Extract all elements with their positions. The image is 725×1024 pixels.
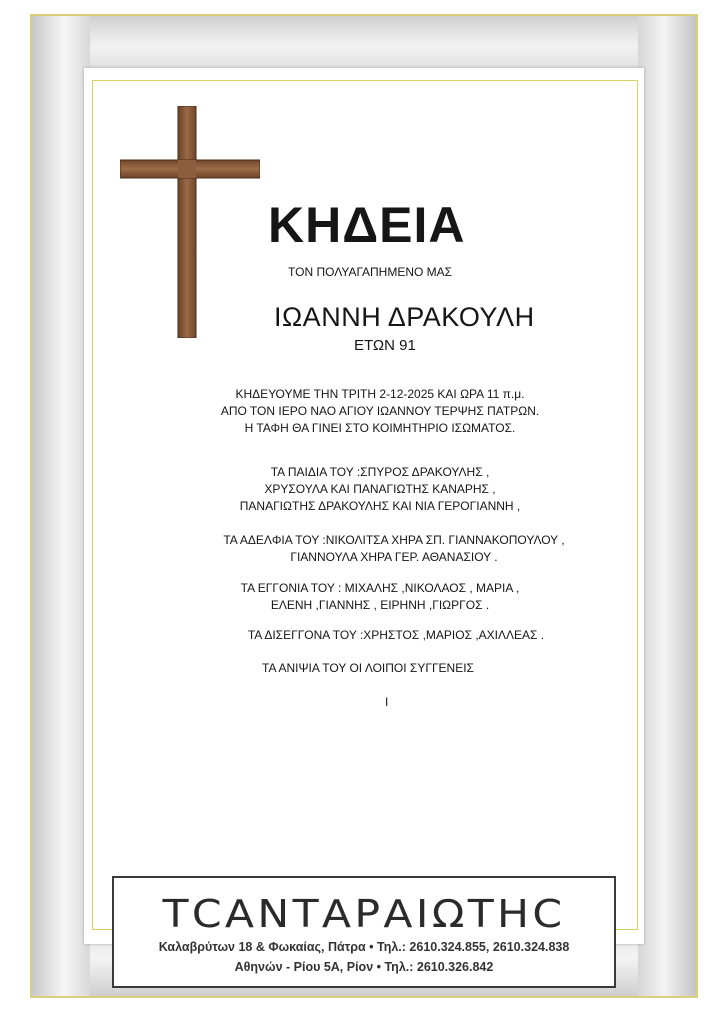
frame-bevel-top [32, 16, 696, 76]
children-section [160, 464, 600, 515]
frame-bevel-left [32, 16, 90, 996]
funeral-details [160, 386, 600, 437]
great-grandchildren-section [176, 627, 616, 644]
siblings-line: ΤΑ ΑΔΕΛΦΙΑ ΤΟΥ :ΝΙΚΟΛΙΤΣΑ ΧΗΡΑ ΣΠ. ΓΙΑΝΝΑΚΟΠΟΥΛΟΥ , [223, 533, 565, 547]
relatives-line: ΤΑ ΑΝΙΨΙΑ ΤΟΥ ΟΙ ΛΟΙΠΟΙ ΣΥΓΓΕΝΕΙΣ [262, 661, 474, 675]
relatives-section [148, 660, 588, 677]
grandchildren-line: ΤΑ ΕΓΓΟΝΙΑ ΤΟΥ : ΜΙΧΑΛΗΣ ,ΝΙΚΟΛΑΟΣ , ΜΑΡΙΑ , [240, 581, 520, 595]
children-line: ΤΑ ΠΑΙΔΙΑ ΤΟΥ :ΣΠΥΡΟΣ ΔΡΑΚΟΥΛΗΣ , [270, 465, 490, 479]
siblings-line: ΓΙΑΝΝΟΥΛΑ ΧΗΡΑ ΓΕΡ. ΑΘΑΝΑΣΙΟΥ . [290, 550, 498, 564]
deceased-name: ΙΩΑΝΝΗ ΔΡΑΚΟΥΛΗ [274, 302, 535, 332]
notice-subtitle: ΤΟΝ ΠΟΛΥΑΓΑΠΗΜΕΝΟ ΜΑΣ [288, 265, 453, 279]
frame-bevel-right [638, 16, 696, 996]
funeral-home-address-1: Καλαβρύτων 18 & Φωκαίας, Πάτρα • Τηλ.: 2610.324.855, 2610.324.838 [158, 940, 570, 954]
children-line: ΧΡΥΣΟΥΛΑ ΚΑΙ ΠΑΝΑΓΙΩΤΗΣ ΚΑΝΑΡΗΣ , [264, 482, 496, 496]
funeral-line: ΑΠΟ ΤΟΝ ΙΕΡΟ ΝΑΟ ΑΓΙΟΥ ΙΩΑΝΝΟΥ ΤΕΡΨΗΣ ΠΑΤΡΩΝ. [220, 404, 540, 418]
grandchildren-line: ΕΛΕΝΗ ,ΓΙΑΝΝΗΣ , ΕΙΡΗΝΗ ,ΓΙΩΡΓΟΣ . [270, 598, 490, 612]
grandchildren-section [160, 580, 600, 614]
funeral-home-logo: ΤСΑΝΤΑΡΑΙΩΤΗС [162, 892, 566, 936]
siblings-section [174, 532, 614, 566]
funeral-home-box [112, 876, 616, 988]
children-line: ΠΑΝΑΓΙΩΤΗΣ ΔΡΑΚΟΥΛΗΣ ΚΑΙ ΝΙΑ ΓΕΡΟΓΙΑΝΝΗ , [239, 499, 521, 513]
notice-title: ΚΗΔΕΙΑ [268, 197, 466, 253]
funeral-line: ΚΗΔΕΥΟΥΜΕ ΤΗΝ ΤΡΙΤΗ 2-12-2025 ΚΑΙ ΩΡΑ 11 π.μ. [235, 387, 525, 401]
funeral-home-address-2: Αθηνών - Ρίου 5Α, Ρίον • Τηλ.: 2610.326.842 [234, 960, 494, 974]
deceased-age: ΕΤΩΝ 91 [354, 337, 416, 354]
great-grandchildren-line: ΤΑ ΔΙΣΕΓΓΟΝΑ ΤΟΥ :ΧΡΗΣΤΟΣ ,ΜΑΡΙΟΣ ,ΑΧΙΛΛΕΑΣ . [247, 628, 545, 642]
cross-icon [120, 106, 260, 338]
stray-mark: I [385, 695, 389, 709]
funeral-line: Η ΤΑΦΗ ΘΑ ΓΙΝΕΙ ΣΤΟ ΚΟΙΜΗΤΗΡΙΟ ΙΣΩΜΑΤΟΣ. [244, 421, 516, 435]
